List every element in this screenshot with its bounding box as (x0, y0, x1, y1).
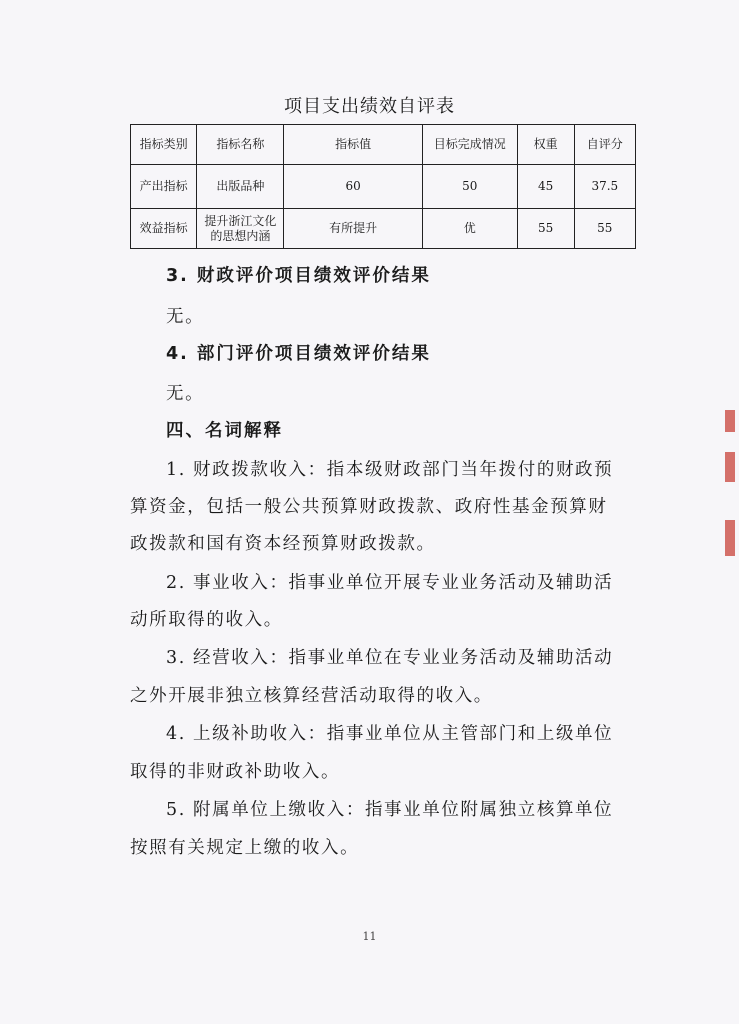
header-cell: 自评分 (574, 125, 635, 165)
table-cell: 提升浙江文化的思想内涵 (197, 209, 284, 249)
table-row (131, 209, 636, 249)
term-5-line-1: 5. 附属单位上缴收入：指事业单位附属独立核算单位 (166, 800, 614, 820)
table-title: 项目支出绩效自评表 (284, 96, 455, 117)
table-cell: 45 (517, 165, 574, 209)
header-cell: 指标值 (284, 125, 422, 165)
table-cell: 出版品种 (197, 165, 284, 209)
table-cell: 50 (422, 165, 517, 209)
table-row (131, 165, 636, 209)
performance-table (130, 124, 636, 249)
glossary-heading: 四、名词解释 (166, 421, 283, 441)
table-cell: 55 (574, 209, 635, 249)
term-3-line-2: 之外开展非独立核算经营活动取得的收入。 (130, 686, 493, 706)
term-1-line-1: 1. 财政拨款收入：指本级财政部门当年拨付的财政预 (166, 460, 614, 480)
table-cell: 产出指标 (131, 165, 197, 209)
header-cell: 指标名称 (197, 125, 284, 165)
term-4-line-2: 取得的非财政补助收入。 (130, 762, 341, 782)
table-cell: 效益指标 (131, 209, 197, 249)
section-3-body: 无。 (166, 307, 205, 327)
seal-stamp-fragment (725, 520, 735, 556)
term-2-line-2: 动所取得的收入。 (130, 610, 283, 630)
seal-stamp-fragment (725, 410, 735, 432)
term-2-line-1: 2. 事业收入：指事业单位开展专业业务活动及辅助活 (166, 573, 614, 593)
term-3-line-1: 3. 经营收入：指事业单位在专业业务活动及辅助活动 (166, 648, 614, 668)
term-4-line-1: 4. 上级补助收入：指事业单位从主管部门和上级单位 (166, 724, 614, 744)
section-3-heading: 3. 财政评价项目绩效评价结果 (166, 266, 431, 286)
term-1-line-3: 政拨款和国有资本经预算财政拨款。 (130, 534, 436, 554)
header-cell: 权重 (517, 125, 574, 165)
table-cell: 优 (422, 209, 517, 249)
seal-stamp-fragment (725, 452, 735, 482)
table-cell: 55 (517, 209, 574, 249)
page-number: 11 (362, 930, 377, 943)
table-cell: 有所提升 (284, 209, 422, 249)
table-cell: 37.5 (574, 165, 635, 209)
term-1-line-2: 算资金，包括一般公共预算财政拨款、政府性基金预算财 (130, 497, 608, 517)
section-4-heading: 4. 部门评价项目绩效评价结果 (166, 344, 431, 364)
table-header-row (131, 125, 636, 165)
table-cell: 60 (284, 165, 422, 209)
header-cell: 指标类别 (131, 125, 197, 165)
term-5-line-2: 按照有关规定上缴的收入。 (130, 838, 360, 858)
header-cell: 目标完成情况 (422, 125, 517, 165)
section-4-body: 无。 (166, 384, 205, 404)
